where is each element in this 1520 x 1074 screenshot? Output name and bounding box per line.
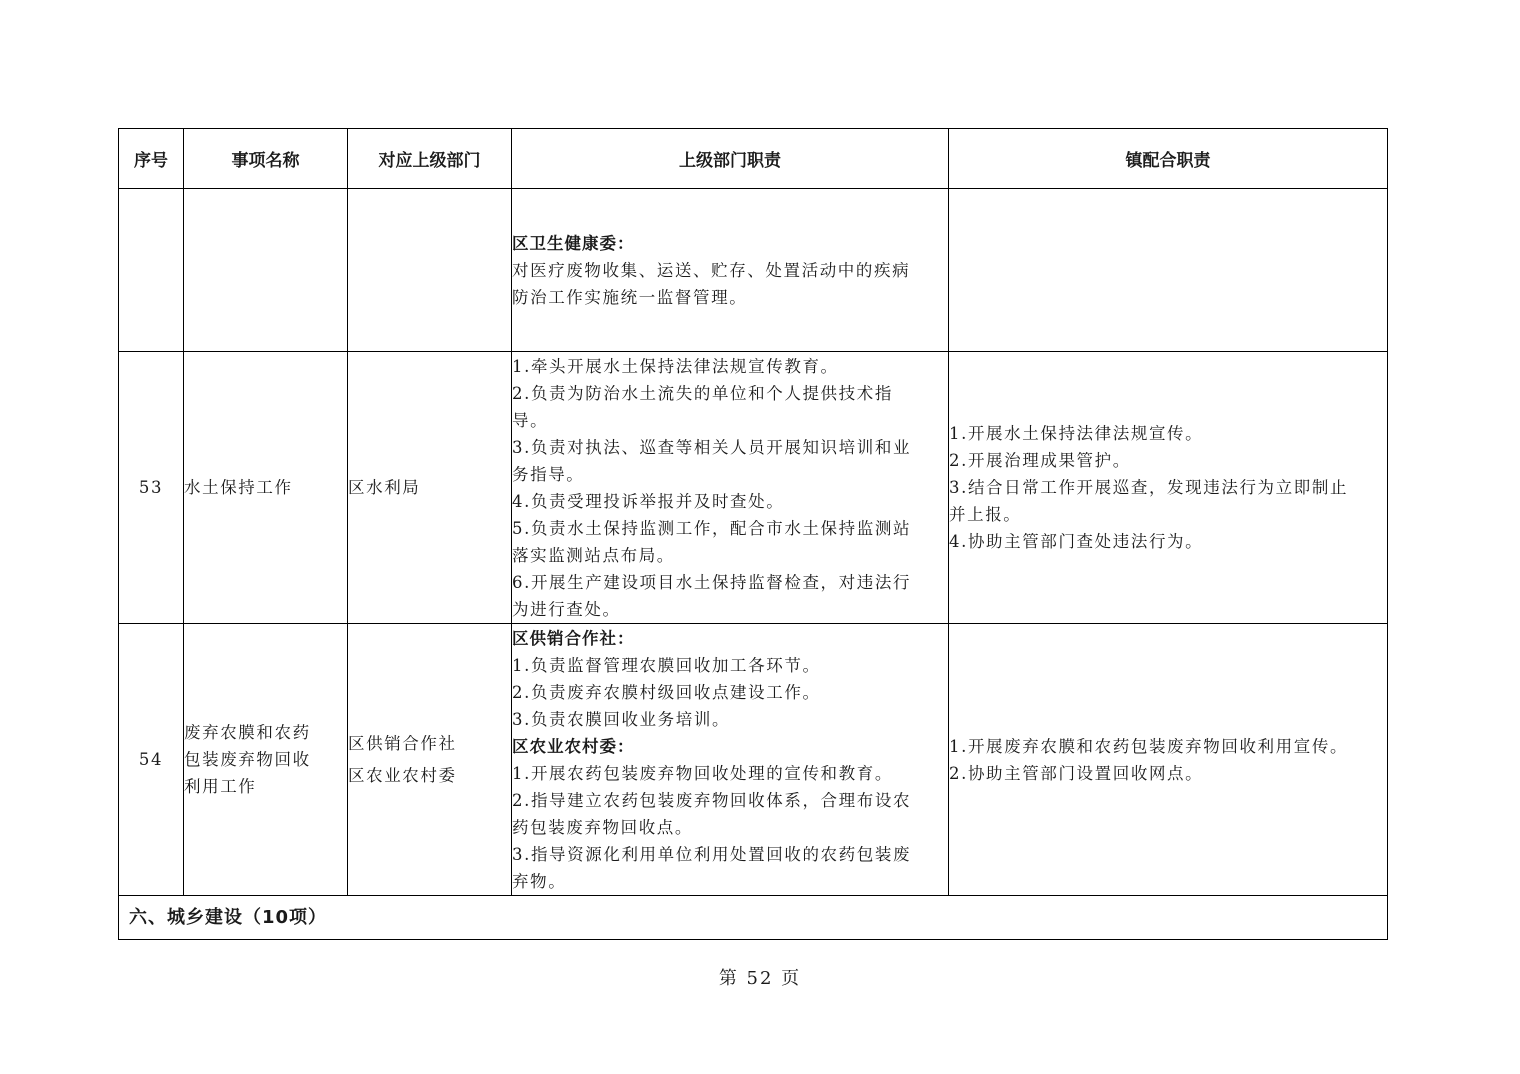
duty-line: 1.开展农药包装废弃物回收处理的宣传和教育。 bbox=[512, 763, 893, 783]
section-title: 六、城乡建设（10项） bbox=[119, 896, 1388, 940]
duty-line: 2.负责废弃农膜村级回收点建设工作。 bbox=[512, 682, 821, 702]
item-name-line: 利用工作 bbox=[184, 777, 257, 796]
duty-line: 3.指导资源化利用单位利用处置回收的农药包装废 bbox=[512, 844, 912, 864]
table-row bbox=[119, 624, 1388, 896]
duty-line: 3.负责农膜回收业务培训。 bbox=[512, 709, 731, 729]
row-dept bbox=[348, 189, 512, 352]
row-serial-no: 53 bbox=[119, 352, 184, 624]
duty-line: 2.指导建立农药包装废弃物回收体系，合理布设农 bbox=[512, 790, 912, 810]
duty-line: 落实监测站点布局。 bbox=[512, 545, 675, 565]
duty-line: 4.负责受理投诉举报并及时查处。 bbox=[512, 491, 785, 511]
dept-heading: 区供销合作社： bbox=[512, 628, 635, 648]
row-town-duties bbox=[949, 624, 1388, 896]
header-upper-dept: 对应上级部门 bbox=[348, 129, 512, 189]
duty-line: 务指导。 bbox=[512, 464, 585, 484]
dept-heading: 区卫生健康委： bbox=[512, 233, 635, 253]
duty-line: 2.开展治理成果管护。 bbox=[949, 451, 1131, 470]
row-item-name bbox=[184, 624, 348, 896]
row-upper-duties bbox=[512, 189, 949, 352]
item-name-line: 包装废弃物回收 bbox=[184, 750, 311, 769]
item-name-line: 废弃农膜和农药 bbox=[184, 723, 311, 742]
row-item-name: 水土保持工作 bbox=[184, 352, 348, 624]
header-serial-no: 序号 bbox=[119, 129, 184, 189]
duty-line: 2.负责为防治水土流失的单位和个人提供技术指 bbox=[512, 383, 893, 403]
table-header-row bbox=[119, 129, 1388, 189]
dept-line: 区农业农村委 bbox=[348, 765, 457, 785]
page-number: 第 52 页 bbox=[718, 968, 802, 989]
duty-line: 1.牵头开展水土保持法律法规宣传教育。 bbox=[512, 356, 839, 376]
row-item-name bbox=[184, 189, 348, 352]
table-row bbox=[119, 352, 1388, 624]
duty-line: 1.开展废弃农膜和农药包装废弃物回收利用宣传。 bbox=[949, 736, 1349, 756]
duty-line: 6.开展生产建设项目水土保持监督检查，对违法行 bbox=[512, 572, 912, 592]
duty-line: 防治工作实施统一监督管理。 bbox=[512, 287, 748, 307]
duty-line: 5.负责水土保持监测工作，配合市水土保持监测站 bbox=[512, 518, 912, 538]
section-row bbox=[119, 896, 1388, 940]
row-upper-duties bbox=[512, 624, 949, 896]
duties-table bbox=[118, 128, 1388, 940]
duty-line: 4.协助主管部门查处违法行为。 bbox=[949, 532, 1204, 551]
duty-line: 药包装废弃物回收点。 bbox=[512, 817, 693, 837]
duty-line: 为进行查处。 bbox=[512, 599, 621, 619]
row-town-duties bbox=[949, 189, 1388, 352]
header-item-name: 事项名称 bbox=[184, 129, 348, 189]
row-serial-no bbox=[119, 189, 184, 352]
duty-line: 3.结合日常工作开展巡查，发现违法行为立即制止 bbox=[949, 478, 1349, 497]
duty-line: 1.开展水土保持法律法规宣传。 bbox=[949, 424, 1204, 443]
duty-line: 3.负责对执法、巡查等相关人员开展知识培训和业 bbox=[512, 437, 912, 457]
header-upper-duties: 上级部门职责 bbox=[512, 129, 949, 189]
row-dept bbox=[348, 624, 512, 896]
duty-line: 1.负责监督管理农膜回收加工各环节。 bbox=[512, 655, 821, 675]
row-serial-no: 54 bbox=[119, 624, 184, 896]
duty-line: 并上报。 bbox=[949, 505, 1022, 524]
dept-heading: 区农业农村委： bbox=[512, 736, 635, 756]
duty-line: 对医疗废物收集、运送、贮存、处置活动中的疾病 bbox=[512, 260, 911, 280]
row-upper-duties bbox=[512, 352, 949, 624]
table-row bbox=[119, 189, 1388, 352]
duty-line: 导。 bbox=[512, 410, 549, 430]
dept-line: 区供销合作社 bbox=[348, 733, 457, 753]
duty-line: 2.协助主管部门设置回收网点。 bbox=[949, 763, 1204, 783]
row-dept: 区水利局 bbox=[348, 352, 512, 624]
header-town-duties: 镇配合职责 bbox=[949, 129, 1388, 189]
row-town-duties bbox=[949, 352, 1388, 624]
duty-line: 弃物。 bbox=[512, 871, 567, 891]
